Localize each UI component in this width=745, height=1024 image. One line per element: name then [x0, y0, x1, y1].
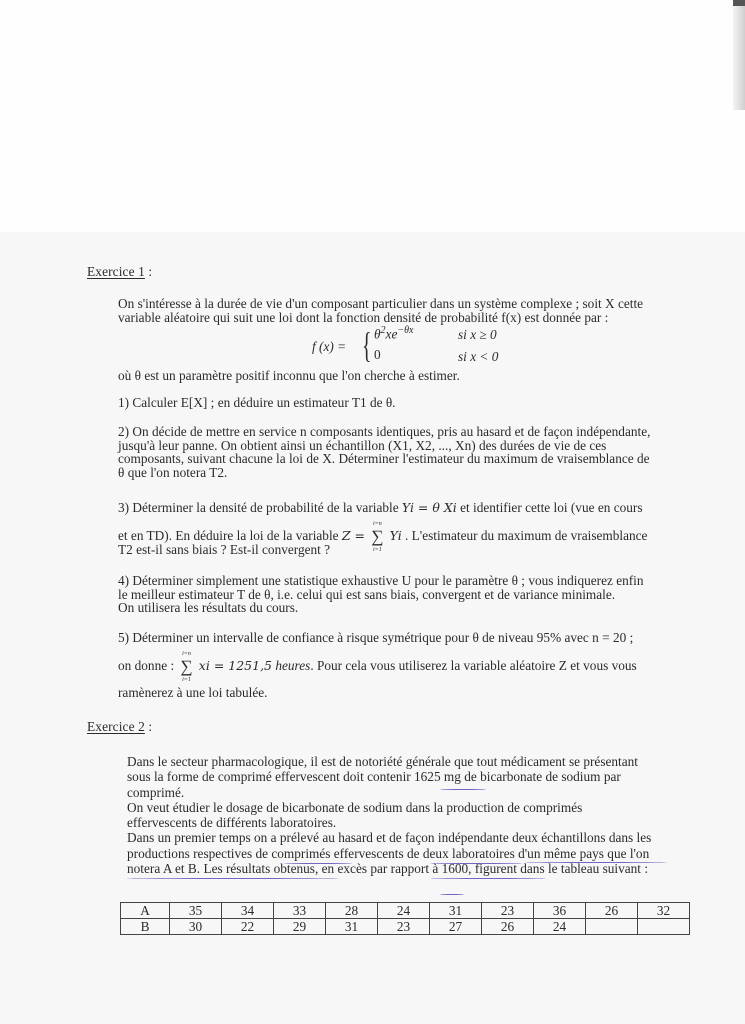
sum-upper: i=n [372, 520, 382, 527]
question-4 [118, 574, 694, 615]
formula-cond1: si x ≥ 0 [458, 327, 497, 342]
row-label: A [121, 903, 170, 919]
results-table [120, 902, 690, 935]
ink-underline-echantillons [525, 862, 667, 863]
blank-scan-area [0, 0, 745, 232]
table-cell: 22 [222, 919, 274, 935]
q5-line-2 [118, 650, 698, 683]
q4-line-2: le meilleur estimateur T de θ, i.e. celui qui est sans biais, convergent et de variance minimale. [118, 586, 616, 602]
q3-text-d: . L'estimateur du maximum de vraisemblance [405, 527, 648, 543]
q3-math-z: Z = [341, 527, 366, 543]
case1-exponent: −θx [397, 325, 414, 336]
p1-line-2: sous la forme de comprimé effervescent doit contenir 1625 mg de bicarbonate de sodium par [127, 769, 621, 785]
q5-line-3: ramènerez à une loi tabulée. [118, 684, 268, 700]
q2-line-3: composants, suivant chacune la loi de X. Déterminer l'estimateur du maximum de vraisemblance de [118, 451, 650, 466]
sum-lower: i=1 [182, 676, 191, 683]
question-3 [118, 501, 698, 556]
q3-text-a: 3) Déterminer la densité de probabilité de la variable [118, 500, 399, 515]
exercise2-title: Exercice 2 [87, 719, 145, 734]
table-row-a [121, 903, 690, 919]
table-cell: 33 [274, 903, 326, 919]
exercise1-heading [87, 264, 152, 280]
ink-underline-laboratoires [430, 878, 546, 879]
scan-edge-shadow [733, 0, 745, 110]
q5-text-a: on donne : [118, 657, 175, 673]
q2-line-4: θ que l'on notera T2. [118, 464, 228, 480]
q3-math-yi: Yi = θ Xi [401, 500, 457, 515]
ink-underline-productions [127, 878, 339, 879]
table-cell: 35 [170, 903, 222, 919]
table-cell: 29 [274, 919, 326, 935]
table-cell [638, 919, 690, 935]
table-cell: 28 [326, 903, 378, 919]
case1-power: 2 [380, 325, 386, 336]
ink-underline-preleve [284, 863, 352, 864]
formula-cond2: si x < 0 [458, 349, 499, 364]
q3-line-3: T2 est-il sans biais ? Est-il convergent ? [118, 541, 331, 557]
ink-underline-1600 [440, 894, 464, 895]
ink-underline-independante [430, 863, 522, 864]
case1-theta: θ [374, 326, 381, 342]
table-cell: 30 [170, 919, 222, 935]
table-cell [586, 919, 638, 935]
intro-line-2: variable aléatoire qui suit une loi dont la fonction densité de probabilité f(x) est donnée par : [118, 309, 609, 325]
table-cell: 31 [326, 919, 378, 935]
q5-unit: heures [275, 657, 311, 673]
p3-line-3: notera A et B. Les résultats obtenus, en excès par rapport à 1600, figurent dans le tableau suivant : [127, 861, 649, 877]
q5-line-1: 5) Déterminer un intervalle de confiance à risque symétrique pour θ de niveau 95% avec n = 20 ; [118, 630, 634, 645]
exercise2-heading [87, 719, 152, 735]
q3-math-yi-sum: Yi [389, 527, 402, 543]
sum-lower: i=1 [372, 546, 382, 553]
table-cell: 31 [430, 903, 482, 919]
p3-line-2: productions respectives de comprimés effervescents de deux laboratoires d'un même pays que l'on [127, 845, 650, 861]
p1-line-3: comprimé. [127, 784, 185, 800]
question-1: 1) Calculer E[X] ; en déduire un estimateur T1 de θ. [118, 395, 396, 410]
table-cell: 23 [378, 919, 430, 935]
q4-line-1: 4) Déterminer simplement une statistique exhaustive U pour le paramètre θ ; vous indiquerez enfin [118, 573, 644, 588]
sum-symbol: ∑ i=n i=1 [368, 530, 386, 543]
table-cell: 36 [534, 903, 586, 919]
q3-text-b: et identifier cette loi (vue en cours [460, 500, 643, 515]
formula-brace: { [362, 325, 372, 365]
sum-symbol: ∑ i=n i=1 [177, 660, 195, 673]
table-row-b [121, 919, 690, 935]
table-cell: 27 [430, 919, 482, 935]
intro-line-1: On s'intéresse à la durée de vie d'un composant particulier dans un système complexe ; soit X cette [118, 296, 644, 311]
exercise1-title: Exercice 1 [87, 264, 145, 279]
exercise1-title-colon: : [144, 264, 153, 279]
q4-line-3: On utilisera les résultats du cours. [118, 600, 299, 615]
table-cell: 34 [222, 903, 274, 919]
question-5 [118, 631, 698, 699]
exercise2-title-colon: : [144, 719, 153, 734]
p3-line-1: Dans un premier temps on a prélevé au hasard et de façon indépendante deux échantillons dans les [127, 830, 652, 846]
q2-line-1: 2) On décide de mettre en service n composants identiques, pris au hasard et de façon indépendante, [118, 424, 651, 439]
theta-line: où θ est un paramètre positif inconnu que l'on cherche à estimer. [118, 368, 460, 383]
q3-line-1 [118, 501, 698, 515]
table-cell: 24 [378, 903, 430, 919]
formula-case1 [374, 325, 413, 342]
density-formula [312, 325, 522, 369]
case1-xe: xe [385, 326, 398, 342]
scan-edge-mark [733, 0, 745, 6]
table-cell: 32 [638, 903, 690, 919]
formula-lhs: f (x) = [312, 339, 347, 354]
formula-case2: 0 [374, 347, 381, 362]
q3-text-c: et en TD). En déduire la loi de la variable [118, 527, 339, 543]
table-cell: 23 [482, 903, 534, 919]
p1-line-1: Dans le secteur pharmacologique, il est de notoriété générale que tout médicament se présentant [127, 754, 638, 769]
exercise2-body [127, 754, 691, 876]
exercise1-intro [118, 297, 694, 324]
question-2 [118, 425, 694, 479]
table-cell: 26 [586, 903, 638, 919]
ink-underline-1625mg [440, 789, 486, 790]
q5-text-b: . Pour cela vous utiliserez la variable aléatoire Z et vous vous [310, 657, 637, 673]
p2-line-1: On veut étudier le dosage de bicarbonate de sodium dans la production de comprimés [127, 799, 583, 815]
row-label: B [121, 919, 170, 935]
table-cell: 26 [482, 919, 534, 935]
table-cell: 24 [534, 919, 586, 935]
q5-math: xi = 1251,5 [198, 657, 273, 673]
sum-upper: i=n [182, 650, 191, 657]
q2-line-2: jusqu'à leur panne. On obtient ainsi un échantillon (X1, X2, ..., Xn) des durées de vie de ces [118, 437, 607, 453]
p2-line-2: effervescents de différents laboratoires. [127, 815, 337, 831]
